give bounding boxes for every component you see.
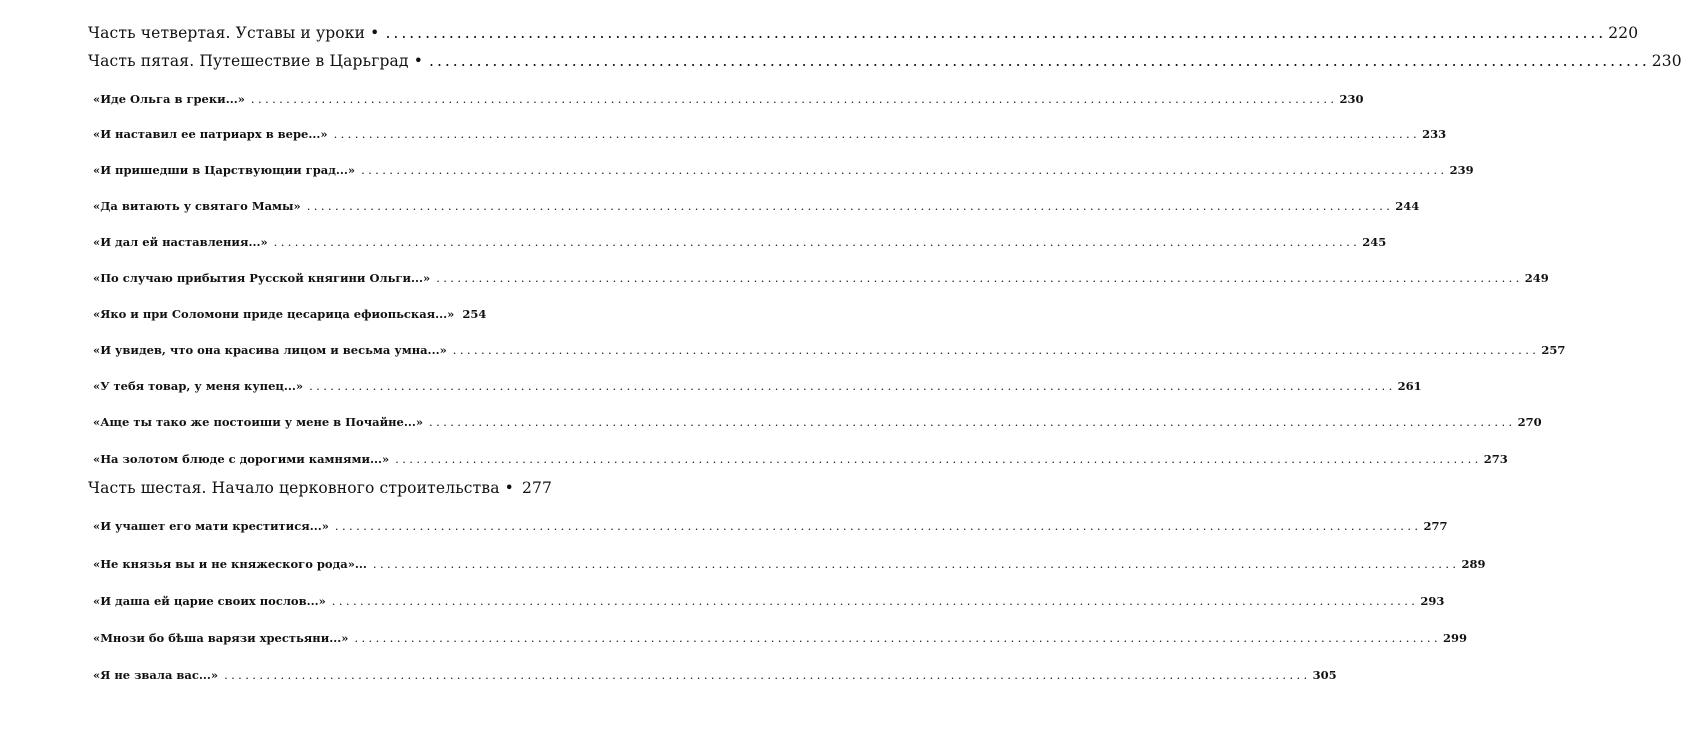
dot-leader: .......................................................................................................................................................... — [452, 343, 1540, 357]
toc-page-number: 277 — [1423, 519, 1448, 533]
toc-entry-title: «Да витають у святаго Мамы» — [93, 199, 301, 213]
toc-entry-title: «Я не звала вас...» — [93, 668, 219, 682]
dot-leader: .......................................................................................................................................................... — [333, 127, 1421, 141]
toc-entry-title: «Яко и при Соломони приде цесарица ефиопьская...» — [93, 307, 455, 321]
toc-entry — [93, 668, 1337, 682]
toc-entry-title: «И пришедши в Царствующии град...» — [93, 163, 356, 177]
toc-page-number: 230 — [1651, 52, 1682, 70]
toc-entry — [93, 235, 1387, 249]
toc-entry — [93, 557, 1486, 571]
toc-entry-title: «Не князья вы и не княжеского рода»... — [93, 557, 367, 571]
toc-entry — [93, 199, 1420, 213]
dot-leader: .......................................................................................................................................................... — [354, 631, 1441, 645]
toc-page-number: 273 — [1483, 452, 1508, 466]
toc-entry — [93, 92, 1364, 106]
dot-leader: .......................................................................................................................................................... — [334, 519, 1422, 533]
toc-part-heading — [88, 24, 1639, 42]
toc-part-title: Часть пятая. Путешествие в Царьград • — [88, 52, 424, 70]
toc-page-number: 270 — [1517, 415, 1542, 429]
toc-part-title: Часть четвертая. Уставы и уроки • — [88, 24, 380, 42]
dot-leader: .......................................................................................................................................................... — [429, 415, 1516, 429]
dot-leader: .......................................................................................................................................................... — [250, 92, 1338, 106]
dot-leader: .......................................................................................................................................................... — [372, 557, 1460, 571]
dot-leader: .......................................................................................................................................................... — [429, 52, 1650, 70]
toc-entry-title: «И даша ей царие своих послов...» — [93, 594, 326, 608]
dot-leader: .......................................................................................................................................................... — [309, 379, 1396, 393]
toc-entry-title: «На золотом блюде с дорогими камнями...» — [93, 452, 390, 466]
toc-page-number: 289 — [1461, 557, 1486, 571]
toc-entry-title: «Иде Ольга в греки...» — [93, 92, 245, 106]
toc-entry — [93, 271, 1549, 285]
toc-entry-title: «И дал ей наставления...» — [93, 235, 268, 249]
dot-leader: .......................................................................................................................................................... — [331, 594, 1419, 608]
toc-entry-title: «По случаю прибытия Русской княгини Ольги...» — [93, 271, 431, 285]
toc-entry — [93, 127, 1447, 141]
toc-entry — [93, 594, 1445, 608]
toc-page-number: 233 — [1422, 127, 1447, 141]
dot-leader: .......................................................................................................................................................... — [306, 199, 1394, 213]
toc-page-number: 261 — [1397, 379, 1422, 393]
toc-entry-title: «Аще ты тако же постоиши у мене в Почайне...» — [93, 415, 424, 429]
toc-page-number: 220 — [1608, 24, 1639, 42]
toc-page-number: 239 — [1449, 163, 1474, 177]
toc-part-heading — [88, 52, 1682, 70]
toc-entry-title: «И увидев, что она красива лицом и весьма умна...» — [93, 343, 447, 357]
toc-entry — [93, 452, 1508, 466]
toc-entry — [93, 307, 485, 321]
toc-part-title: Часть шестая. Начало церковного строительства • — [88, 479, 514, 497]
toc-entry-title: «У тебя товар, у меня купец...» — [93, 379, 304, 393]
toc-page-number: 293 — [1420, 594, 1445, 608]
toc-entry-title: «Мнози бо бѣша варязи хрестьяни...» — [93, 631, 349, 645]
toc-page-number: 299 — [1443, 631, 1468, 645]
toc-entry — [93, 415, 1542, 429]
toc-entry — [93, 519, 1448, 533]
toc-page-number: 245 — [1362, 235, 1387, 249]
toc-entry — [93, 343, 1566, 357]
toc-entry — [93, 163, 1474, 177]
dot-leader: .......................................................................................................................................................... — [224, 668, 1311, 682]
toc-page-number: 244 — [1395, 199, 1420, 213]
toc-entry-title: «И наставил ее патриарх в вере...» — [93, 127, 328, 141]
toc-entry — [93, 631, 1468, 645]
toc-page-number: 249 — [1524, 271, 1549, 285]
dot-leader: .......................................................................................................................................................... — [436, 271, 1523, 285]
toc-entry — [93, 379, 1422, 393]
toc-page-number: 305 — [1312, 668, 1337, 682]
dot-leader: .......................................................................................................................................................... — [385, 24, 1607, 42]
toc-page-number: 254 — [462, 307, 487, 321]
toc-part-heading — [88, 479, 553, 497]
dot-leader: .......................................................................................................................................................... — [361, 163, 1448, 177]
dot-leader: .......................................................................................................................................................... — [273, 235, 1361, 249]
dot-leader: .......................................................................................................................................................... — [395, 452, 1482, 466]
toc-page-number: 277 — [521, 479, 553, 497]
toc-page-number: 230 — [1339, 92, 1364, 106]
toc-entry-title: «И учашет его мати креститися...» — [93, 519, 329, 533]
toc-page-number: 257 — [1541, 343, 1566, 357]
